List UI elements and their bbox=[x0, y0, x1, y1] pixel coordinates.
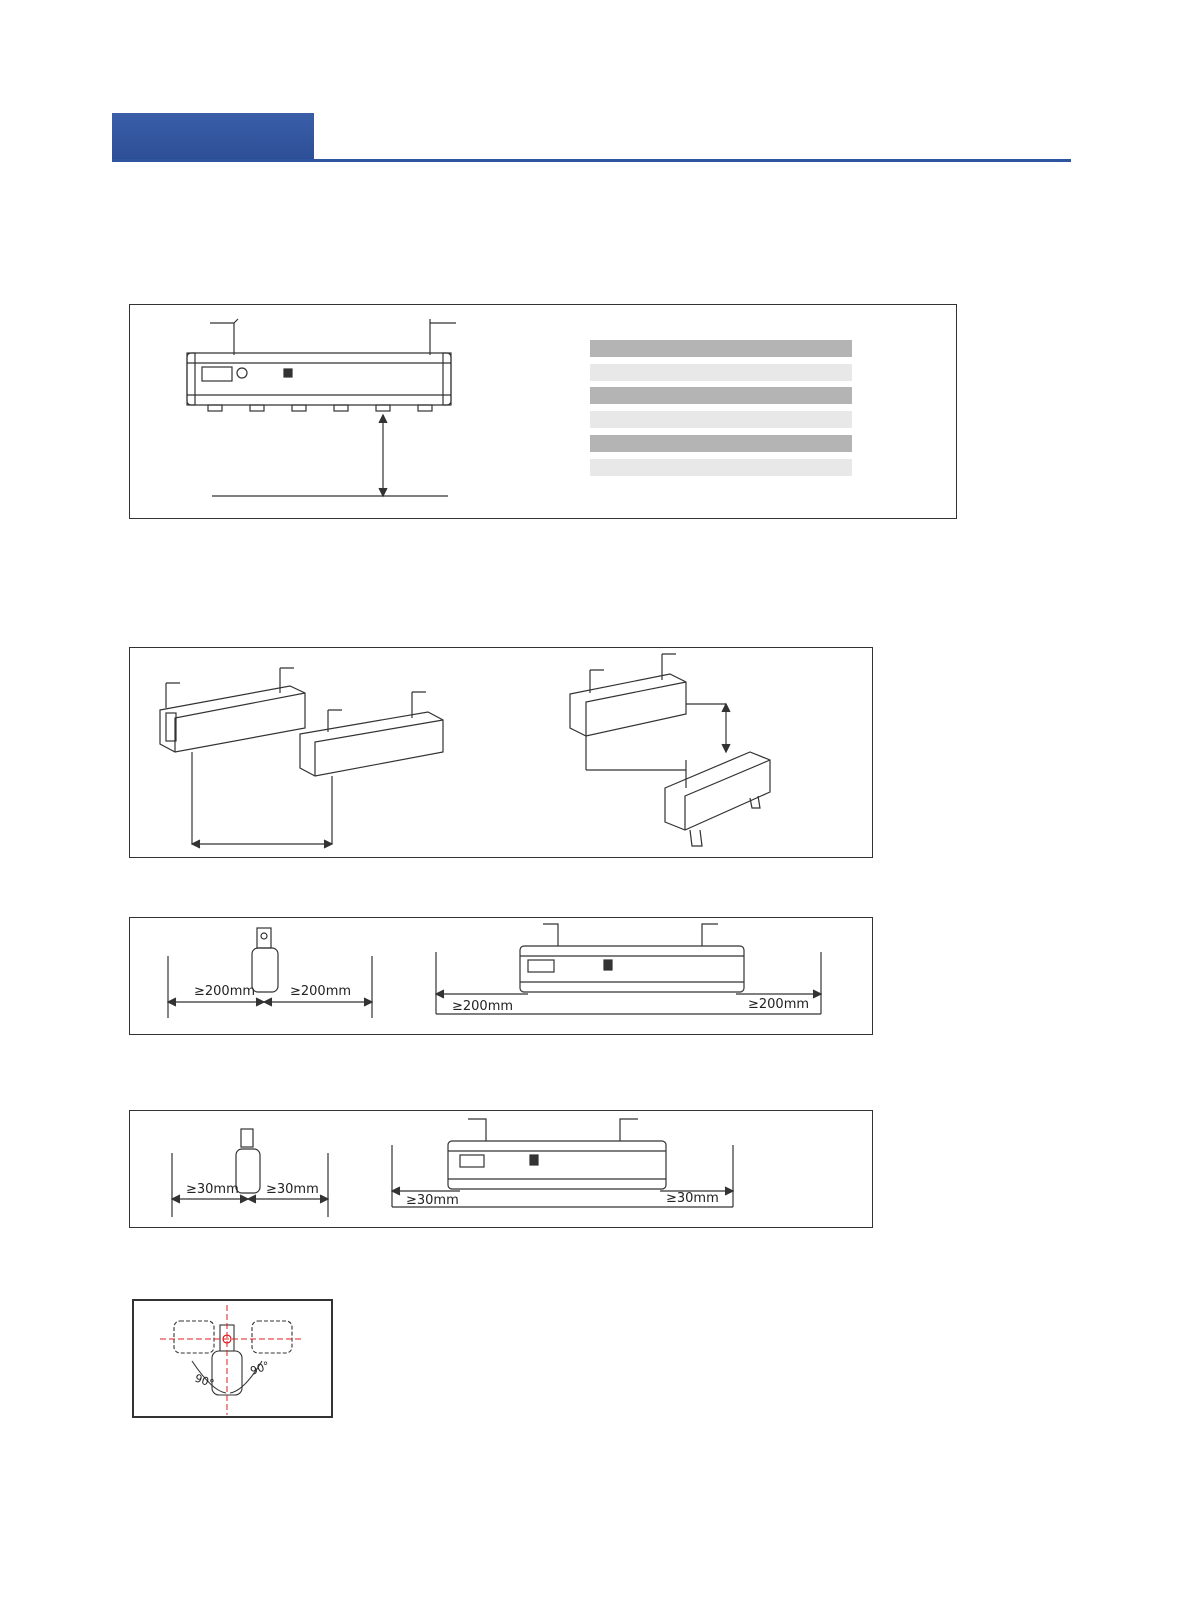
spacing-200-panel bbox=[129, 917, 873, 1035]
clearance-side-left-label: ≥30mm bbox=[186, 1182, 239, 1197]
table-row-4 bbox=[590, 411, 852, 428]
mounting-height-panel bbox=[129, 304, 957, 519]
section-header-tab bbox=[112, 113, 314, 160]
table-row-1 bbox=[590, 340, 852, 357]
clearance-front-right-label: ≥30mm bbox=[666, 1191, 719, 1206]
rotation-right-angle: 90° bbox=[248, 1358, 272, 1378]
clearance-30-panel bbox=[129, 1110, 873, 1228]
rotation-panel bbox=[132, 1299, 333, 1418]
spacing-front-left-label: ≥200mm bbox=[452, 999, 514, 1014]
clearance-front-left-label: ≥30mm bbox=[406, 1193, 459, 1208]
clearance-30-diagram bbox=[130, 1111, 874, 1229]
spacing-side-left-label: ≥200mm bbox=[194, 984, 256, 999]
table-row-5 bbox=[590, 435, 852, 452]
spacing-200-diagram bbox=[130, 918, 874, 1036]
multi-unit-diagram bbox=[130, 648, 874, 859]
clearance-side-right-label: ≥30mm bbox=[266, 1182, 319, 1197]
spacing-side-right-label: ≥200mm bbox=[290, 984, 352, 999]
table-row-3 bbox=[590, 387, 852, 404]
spacing-front-right-label: ≥200mm bbox=[748, 997, 810, 1012]
rotation-left-angle: 90° bbox=[192, 1371, 216, 1391]
table-row-2 bbox=[590, 364, 852, 381]
multi-unit-panel bbox=[129, 647, 873, 858]
section-header-rule bbox=[112, 159, 1071, 162]
table-row-6 bbox=[590, 459, 852, 476]
rotation-diagram bbox=[134, 1301, 335, 1420]
